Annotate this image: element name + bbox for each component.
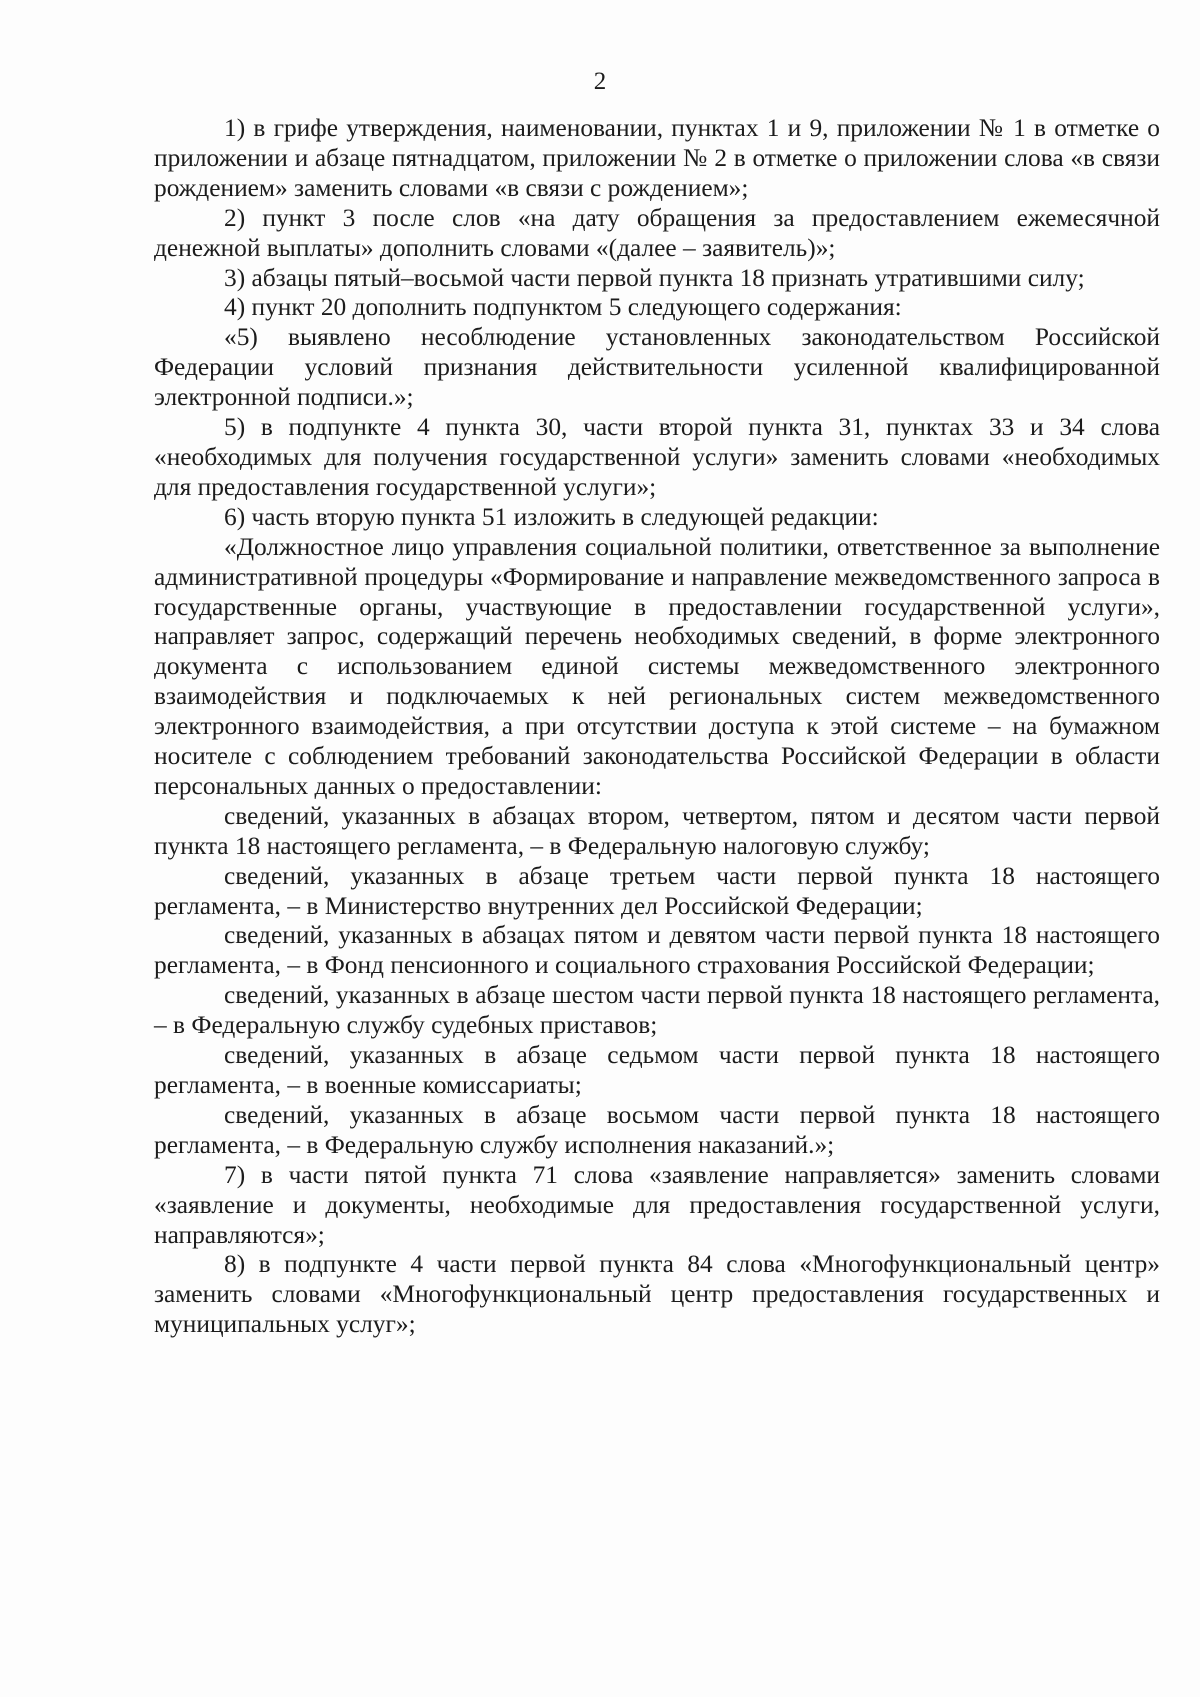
amendment-item-7: 7) в части пятой пункта 71 слова «заявление направляется» заменить словами «заявление и документы, необходимые для предоставления государственной услуги, направляются»; — [154, 1160, 1160, 1249]
amendment-item-4: 4) пункт 20 дополнить подпунктом 5 следующего содержания: — [224, 293, 902, 322]
amendment-item-5: 5) в подпункте 4 пункта 30, части второй пункта 31, пунктах 33 и 34 слова «необходимых для получения государственной услуги» заменить словами «необходимых для предоставления государственной услуги»; — [154, 413, 1160, 501]
info-list-item: сведений, указанных в абзаце третьем части первой пункта 18 настоящего регламента, – в Министерство внутренних дел Российской Федерации; — [154, 861, 1160, 920]
info-list-item: сведений, указанных в абзацах пятом и девятом части первой пункта 18 настоящего регламента, – в Фонд пенсионного и социального страхования Российской Федерации; — [154, 921, 1160, 980]
amendment-item-8: 8) в подпункте 4 части первой пункта 84 слова «Многофункциональный центр» заменить словами «Многофункциональный центр предоставления государственных и муниципальных услуг»; — [154, 1250, 1160, 1339]
amendment-item-1: 1) в грифе утверждения, наименовании, пунктах 1 и 9, приложении № 1 в отметке о приложении и абзаце пятнадцатом, приложении № 2 в отметке о приложении слова «в связи рождением» заменить словами «в связи с рождением»; — [154, 114, 1160, 202]
info-list-item: сведений, указанных в абзацах втором, четвертом, пятом и десятом части первой пункта 18 настоящего регламента, – в Федеральную налоговую службу; — [154, 801, 1160, 860]
amendment-item-3: 3) абзацы пятый–восьмой части первой пункта 18 признать утратившими силу; — [224, 263, 1085, 292]
quoted-new-text: «Должностное лицо управления социальной политики, ответственное за выполнение административной процедуры «Формирование и направление межведомственного запроса в государственные органы, участвующие в предоставлении государственной услуги», направляет запрос, содержащий перечень необходимых сведений, в форме электронного документа с использованием единой системы межведомственного электронного взаимодействия и подключаемых к ней региональных систем межведомственного электронного взаимодействия, а при отсутствии доступа к этой системе – на бумажном носителе с соблюдением требований законодательства Российской Федерации в области персональных данных о предоставлении: — [154, 532, 1160, 800]
info-list-item: сведений, указанных в абзаце восьмом части первой пункта 18 настоящего регламента, – в Федеральную службу исполнения наказаний.»; — [154, 1100, 1160, 1159]
quoted-subitem-5: «5) выявлено несоблюдение установленных законодательством Российской Федерации условий признания действительности усиленной квалифицированной электронной подписи.»; — [154, 323, 1160, 412]
info-list-item: сведений, указанных в абзаце седьмом части первой пункта 18 настоящего регламента, – в военные комиссариаты; — [154, 1041, 1160, 1099]
amendment-item-2: 2) пункт 3 после слов «на дату обращения за предоставлением ежемесячной денежной выплаты» дополнить словами «(далее – заявитель)»; — [154, 203, 1160, 262]
document-body — [154, 114, 1160, 1340]
info-list-item: сведений, указанных в абзаце шестом части первой пункта 18 настоящего регламента, – в Федеральную службу судебных приставов; — [154, 981, 1160, 1040]
amendment-item-6: 6) часть вторую пункта 51 изложить в следующей редакции: — [224, 502, 879, 531]
page-number: 2 — [593, 68, 607, 95]
